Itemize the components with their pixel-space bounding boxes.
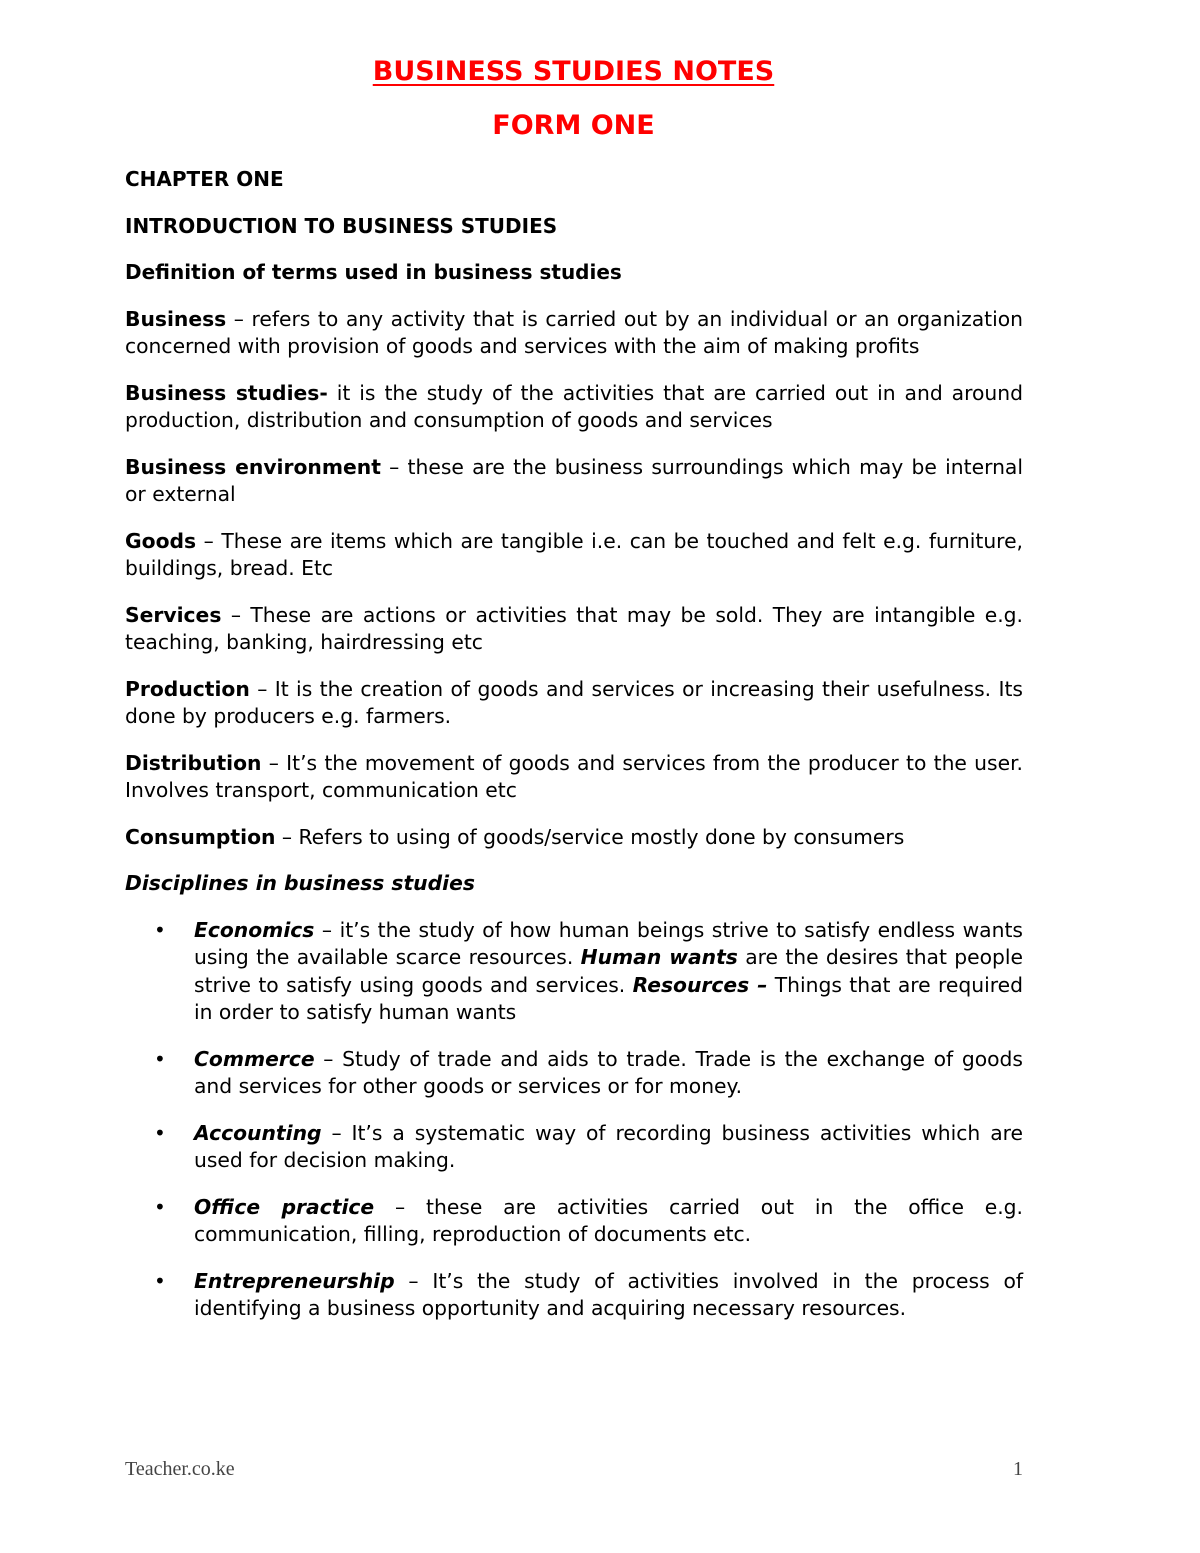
chapter-label: CHAPTER ONE (125, 167, 284, 191)
definition-term: Production (125, 676, 250, 701)
discipline-term: Entrepreneurship (194, 1268, 395, 1293)
definition-text: – It is the creation of goods and services or increasing their usefulness. Its done by producers e.g. farmers. (125, 676, 1023, 728)
discipline-term: Commerce (194, 1046, 315, 1071)
discipline-entrepreneurship (124, 1268, 1023, 1323)
definition-business-studies (125, 380, 1023, 435)
discipline-text: – Study of trade and aids to trade. Trade is the exchange of goods and services for other goods or services or for money. (194, 1046, 1023, 1098)
discipline-text: – It’s the study of activities involved in the process of identifying a business opportunity and acquiring necessary resources. (194, 1268, 1023, 1320)
definition-business (125, 306, 1023, 361)
definition-distribution (125, 750, 1023, 805)
discipline-office-practice (124, 1194, 1023, 1249)
disciplines-list (125, 917, 1023, 1323)
bullet-icon: • (154, 1046, 166, 1071)
definition-term: Business (125, 306, 227, 331)
disciplines-heading: Disciplines in business studies (125, 871, 475, 895)
document-subtitle: FORM ONE (492, 110, 655, 141)
document-title: BUSINESS STUDIES NOTES (372, 56, 775, 87)
discipline-term: Human wants (580, 945, 738, 969)
definition-term: Business environment (125, 454, 381, 479)
definition-text: it is the study of the activities that are carried out in and around production, distribution and consumption of goods and services (125, 380, 1023, 432)
definition-production (125, 676, 1023, 731)
definition-term: Consumption (125, 824, 276, 849)
chapter-heading: INTRODUCTION TO BUSINESS STUDIES (125, 213, 558, 238)
discipline-text: – It’s a systematic way of recording business activities which are used for decision making. (194, 1120, 1023, 1172)
discipline-term: Office practice (194, 1194, 375, 1219)
bullet-icon: • (154, 1120, 166, 1145)
discipline-economics (124, 917, 1023, 1027)
definition-text: – It’s the movement of goods and services from the producer to the user. Involves transport, communication etc (125, 750, 1023, 802)
definition-business-environment (125, 454, 1023, 509)
definition-term: Goods (125, 528, 197, 553)
definitions-heading: Definition of terms used in business studies (125, 260, 622, 284)
definition-text: – refers to any activity that is carried out by an individual or an organization concerned with provision of goods and services with the aim of making profits (125, 306, 1023, 358)
definition-text: – These are items which are tangible i.e. can be touched and felt e.g. furniture, buildings, bread. Etc (125, 528, 1023, 580)
definition-term: Distribution (125, 750, 262, 775)
discipline-text: – it’s the study of how human beings strive to satisfy endless wants using the available scarce resources. (194, 917, 1023, 969)
discipline-commerce (124, 1046, 1023, 1101)
definition-text: – these are the business surroundings which may be internal or external (125, 454, 1023, 506)
discipline-term: Resources – (632, 972, 768, 997)
discipline-text: Things that are required in order to satisfy human wants (194, 972, 1023, 1024)
discipline-accounting (124, 1120, 1023, 1175)
bullet-icon: • (154, 1268, 166, 1293)
bullet-icon: • (154, 917, 166, 942)
definition-text: – These are actions or activities that may be sold. They are intangible e.g. teaching, banking, hairdressing etc (125, 602, 1023, 654)
definition-services (125, 602, 1023, 657)
page-number: 1 (1013, 1458, 1023, 1480)
definition-term: Business studies- (125, 380, 328, 405)
definition-consumption (125, 824, 1023, 852)
discipline-term: Accounting (194, 1120, 322, 1145)
definition-goods (125, 528, 1023, 583)
discipline-term: Economics (194, 917, 315, 942)
footer-source: Teacher.co.ke (125, 1458, 235, 1480)
discipline-text: are the desires that people strive to satisfy using goods and services. (194, 945, 1023, 997)
definition-term: Services (125, 602, 222, 627)
bullet-icon: • (154, 1194, 166, 1219)
definition-text: – Refers to using of goods/service mostly done by consumers (275, 824, 905, 849)
document-body (125, 166, 1023, 1342)
discipline-text: – these are activities carried out in the office e.g. communication, filling, reproduction of documents etc. (194, 1194, 1023, 1246)
